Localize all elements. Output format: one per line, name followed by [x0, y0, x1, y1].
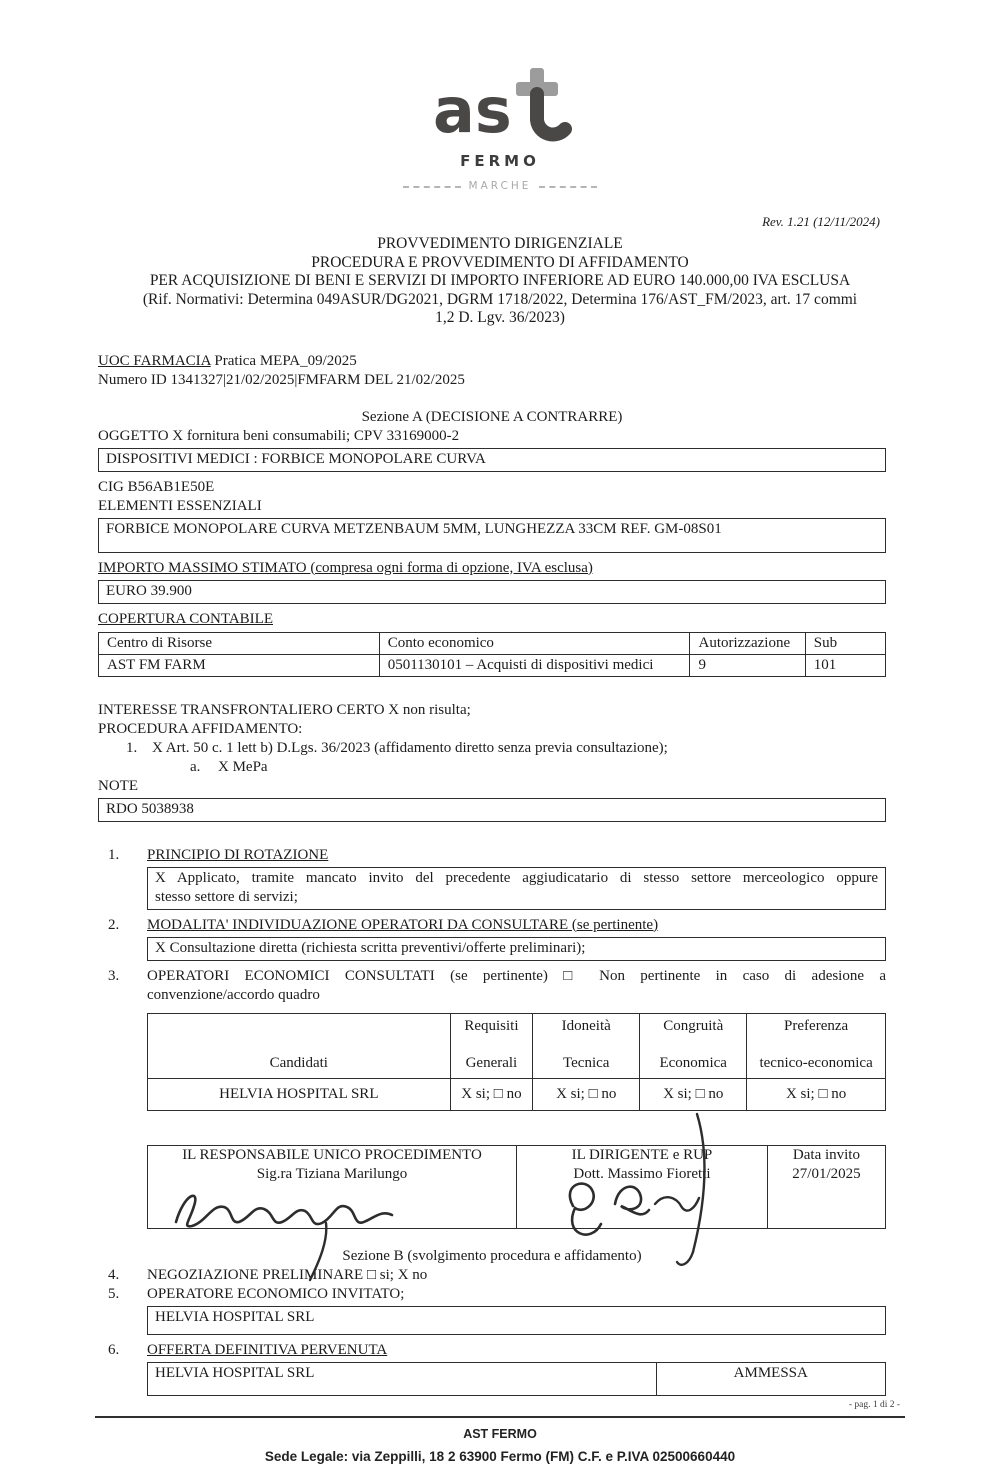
- responsabile-name: Sig.ra Tiziana Marilungo: [256, 1165, 408, 1182]
- item-5: [98, 1285, 886, 1335]
- item-1: [98, 846, 886, 910]
- copertura-cell-sub: 101: [805, 654, 885, 676]
- candidates-header-bottom-0: Candidati: [269, 1054, 328, 1071]
- elementi-box: FORBICE MONOPOLARE CURVA METZENBAUM 5MM, LUNGHEZZA 33CM REF. GM-08S01: [98, 518, 886, 553]
- candidates-header-bottom-4: tecnico-economica: [759, 1054, 873, 1071]
- note-label: NOTE: [98, 777, 138, 794]
- item-1-title-text: PRINCIPIO DI ROTAZIONE: [147, 846, 329, 863]
- ast-logo-mark-icon: [0, 68, 1000, 150]
- uoc-label: UOC FARMACIA: [98, 352, 211, 369]
- responsabile-cell: [148, 1145, 517, 1228]
- dirigente-signature: [547, 1176, 747, 1236]
- item-5-box: HELVIA HOSPITAL SRL: [147, 1306, 886, 1335]
- procedura-item-number: 1.: [126, 739, 138, 756]
- candidates-header-bottom-1: Generali: [465, 1054, 518, 1071]
- item-6: [98, 1341, 886, 1396]
- data-invito-cell: [767, 1145, 885, 1228]
- candidates-header-bottom-3: Economica: [659, 1054, 727, 1071]
- candidate-requisiti-cell: X si; □ no: [450, 1078, 533, 1110]
- page-number: - pag. 1 di 2 -: [848, 1399, 900, 1410]
- data-invito-label: Data invito: [792, 1146, 860, 1163]
- item-2-box: X Consultazione diretta (richiesta scritta preventivi/offerte preliminari);: [147, 937, 886, 961]
- copertura-header-centro: Centro di Risorse: [99, 632, 380, 654]
- item-4: [98, 1266, 886, 1285]
- logo-dash-right: [539, 186, 597, 188]
- doc-title-line-5: 1,2 D. Lgv. 36/2023): [435, 309, 565, 326]
- copertura-header-sub: Sub: [805, 632, 885, 654]
- copertura-cell-centro: AST FM FARM: [99, 654, 380, 676]
- page-footer: [0, 1396, 1000, 1466]
- item-2: [98, 916, 886, 961]
- item-4-number: 4.: [108, 1266, 120, 1283]
- candidates-header-top-4: Preferenza: [784, 1017, 849, 1034]
- logo-city: FERMO: [460, 152, 540, 170]
- candidates-header-top-2: Idoneità: [561, 1017, 611, 1034]
- item-6-box: [147, 1362, 886, 1396]
- note-box: RDO 5038938: [98, 798, 886, 822]
- item-6-box-operator: HELVIA HOSPITAL SRL: [148, 1363, 657, 1395]
- candidates-header-preferenza: [747, 1013, 886, 1078]
- doc-title-line-2: PROCEDURA E PROVVEDIMENTO DI AFFIDAMENTO: [311, 253, 689, 271]
- doc-title-line-4: (Rif. Normativi: Determina 049ASUR/DG2021, DGRM 1718/2022, Determina 176/AST_FM/2023, art. 17 commi: [142, 290, 858, 308]
- copertura-label-text: COPERTURA CONTABILE: [98, 610, 273, 627]
- candidate-idoneita-cell: X si; □ no: [533, 1078, 640, 1110]
- item-2-title: [147, 916, 886, 935]
- cig-line: CIG B56AB1E50E: [98, 478, 215, 495]
- uoc-rest: Pratica MEPA_09/2025: [210, 352, 357, 369]
- item-6-number: 6.: [108, 1341, 120, 1358]
- sezione-a-heading: Sezione A (DECISIONE A CONTRARRE): [361, 408, 623, 425]
- procedura-subitem-a: [98, 758, 886, 777]
- ast-logo: [0, 0, 1000, 196]
- footer-org: AST FERMO: [463, 1426, 537, 1441]
- uoc-line: [98, 352, 886, 371]
- logo-dash-left: [403, 186, 461, 188]
- candidates-header-congruita: [640, 1013, 747, 1078]
- doc-title-line-1: PROVVEDIMENTO DIRIGENZIALE: [377, 235, 623, 252]
- copertura-table: [98, 632, 886, 677]
- candidates-row: [148, 1078, 886, 1110]
- importo-label: [98, 559, 886, 578]
- oggetto-box: DISPOSITIVI MEDICI : FORBICE MONOPOLARE CURVA: [98, 448, 886, 472]
- candidates-header-candidati: [148, 1013, 451, 1078]
- copertura-cell-conto: 0501130101 – Acquisti di dispositivi medici: [379, 654, 690, 676]
- item-5-title: OPERATORE ECONOMICO INVITATO;: [147, 1285, 405, 1302]
- candidate-congruita-cell: X si; □ no: [640, 1078, 747, 1110]
- item-3-line-1: OPERATORI ECONOMICI CONSULTATI (se pertinente) □ Non pertinente in caso di adesione a: [147, 967, 886, 984]
- footer-rule: [95, 1416, 905, 1418]
- item-1-number: 1.: [108, 846, 120, 863]
- item-3: [98, 967, 886, 1229]
- procedura-item-1: [98, 739, 886, 758]
- dirigente-title: IL DIRIGENTE e RUP: [571, 1146, 713, 1163]
- dirigente-name: Dott. Massimo Fioretti: [573, 1165, 711, 1182]
- signature-table: [147, 1145, 886, 1229]
- item-5-number: 5.: [108, 1285, 120, 1302]
- procedura-subitem-text: X MePa: [218, 758, 268, 775]
- elementi-label: ELEMENTI ESSENZIALI: [98, 497, 262, 514]
- candidates-header-top-1: Requisiti: [464, 1017, 519, 1034]
- item-4-text: NEGOZIAZIONE PRELIMINARE □ si; X no: [147, 1266, 428, 1283]
- copertura-header-autorizzazione: Autorizzazione: [690, 632, 805, 654]
- importo-label-text: IMPORTO MASSIMO STIMATO (compresa ogni forma di opzione, IVA esclusa): [98, 559, 593, 576]
- dirigente-cell: [517, 1145, 768, 1228]
- candidates-header-idoneita: [533, 1013, 640, 1078]
- copertura-row: [99, 654, 886, 676]
- item-2-number: 2.: [108, 916, 120, 933]
- candidate-name-cell: HELVIA HOSPITAL SRL: [148, 1078, 451, 1110]
- importo-box: EURO 39.900: [98, 580, 886, 604]
- candidates-table: [147, 1013, 886, 1111]
- revision-note: Rev. 1.21 (12/11/2024): [762, 214, 880, 229]
- copertura-cell-autorizzazione: 9: [690, 654, 805, 676]
- item-3-number: 3.: [108, 967, 120, 984]
- responsabile-title: IL RESPONSABILE UNICO PROCEDIMENTO: [182, 1146, 482, 1163]
- numero-id-line: Numero ID 1341327|21/02/2025|FMFARM DEL 21/02/2025: [98, 371, 465, 388]
- logo-wordmark: as: [433, 74, 512, 147]
- copertura-header-conto: Conto economico: [379, 632, 690, 654]
- interesse-line: INTERESSE TRANSFRONTALIERO CERTO X non risulta;: [98, 701, 471, 718]
- procedura-label: PROCEDURA AFFIDAMENTO:: [98, 720, 303, 737]
- doc-title-line-3: PER ACQUISIZIONE DI BENI E SERVIZI DI IMPORTO INFERIORE AD EURO 140.000,00 IVA ESCLUSA: [149, 272, 851, 289]
- item-6-title: [147, 1341, 886, 1360]
- item-1-title: [147, 846, 886, 865]
- sezione-b-heading: Sezione B (svolgimento procedura e affidamento): [342, 1247, 642, 1264]
- footer-address: Sede Legale: via Zeppilli, 18 2 63900 Fermo (FM) C.F. e P.IVA 02500660440: [264, 1448, 736, 1464]
- item-1-box-line-1: X Applicato, tramite mancato invito del precedente aggiudicatario di stesso settore merceologico oppure: [155, 869, 878, 886]
- document-title-block: [0, 235, 1000, 328]
- data-invito-value: 27/01/2025: [792, 1165, 861, 1182]
- oggetto-line: OGGETTO X fornitura beni consumabili; CPV 33169000-2: [98, 427, 460, 444]
- candidates-header-bottom-2: Tecnica: [563, 1054, 610, 1071]
- item-2-title-text: MODALITA' INDIVIDUAZIONE OPERATORI DA CONSULTARE (se pertinente): [147, 916, 659, 933]
- logo-region: [0, 177, 1000, 196]
- item-6-title-text: OFFERTA DEFINITIVA PERVENUTA: [147, 1341, 388, 1358]
- candidate-preferenza-cell: X si; □ no: [747, 1078, 886, 1110]
- copertura-label: [98, 610, 886, 629]
- logo-region-label: MARCHE: [468, 180, 532, 192]
- item-1-box-line-2: stesso settore di servizi;: [155, 888, 298, 905]
- responsabile-signature: [166, 1180, 416, 1240]
- candidates-header-requisiti: [450, 1013, 533, 1078]
- item-3-line-2: convenzione/accordo quadro: [147, 986, 320, 1003]
- item-6-box-status: AMMESSA: [733, 1364, 808, 1381]
- item-1-box: [147, 867, 886, 910]
- procedura-subitem-letter: a.: [190, 758, 201, 775]
- procedura-item-text: X Art. 50 c. 1 lett b) D.Lgs. 36/2023 (affidamento diretto senza previa consultazione);: [152, 739, 668, 756]
- candidates-header-top-3: Congruità: [663, 1017, 724, 1034]
